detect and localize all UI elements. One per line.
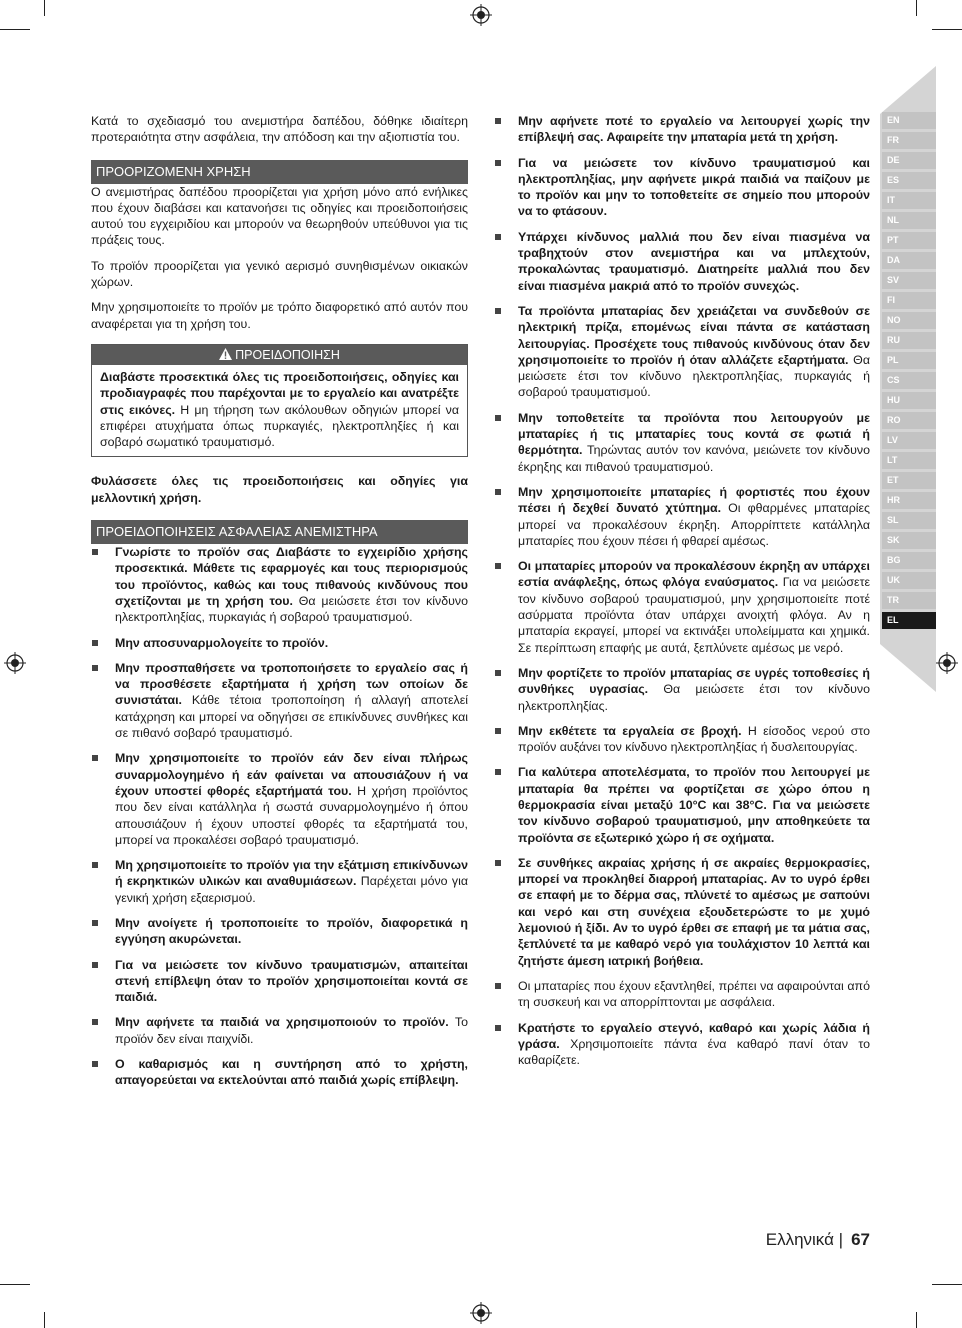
bullet-square-icon bbox=[495, 118, 501, 124]
bullet-square-icon bbox=[495, 489, 501, 495]
safety-item-text: Η χρήση προϊόντος που δεν είναι κατάλληλα ή σωστά συναρμολογημένο ή όπου απουσιάζουν ή έχουν υποστεί φθορές τα εξαρτήματά του, μπορεί να προκαλέσει σοβαρό τραυματισμό. bbox=[115, 783, 468, 847]
language-tab-pt[interactable]: PT bbox=[882, 232, 936, 249]
warning-box-body bbox=[92, 365, 467, 456]
safety-item-bold: Ο καθαρισμός και η συντήρηση από το χρήστη, απαγορεύεται να εκτελούνται από παιδιά χωρίς επίβλεψη. bbox=[115, 1057, 468, 1088]
safety-item bbox=[494, 155, 870, 220]
intended-use-paragraph: Το προϊόν προορίζεται για γενικό αερισμό συνηθισμένων οικιακών χώρων. bbox=[91, 258, 468, 290]
bullet-square-icon bbox=[92, 962, 98, 968]
language-tab-et[interactable]: ET bbox=[882, 472, 936, 489]
crop-mark bbox=[44, 0, 45, 16]
language-tab-ro[interactable]: RO bbox=[882, 412, 936, 429]
safety-item-bold: Γνωρίστε το προϊόν σας Διαβάστε το εγχειρίδιο χρήσης προσεκτικά. Μάθετε τις εφαρμογές και τους περιορισμούς του προϊόντος, καθώς και τους πιθανούς κινδύνους που σχετίζονται με τη χρήση του. bbox=[115, 545, 468, 608]
page-number: 67 bbox=[851, 1230, 870, 1249]
bullet-square-icon bbox=[495, 160, 501, 166]
safety-item-bold: Μην αφήνετε ποτέ το εργαλείο να λειτουργεί χωρίς την επίβλεψή σας. Αφαιρείτε την μπαταρία μετά τη χρήση. bbox=[518, 114, 870, 145]
language-tab-lt[interactable]: LT bbox=[882, 452, 936, 469]
bullet-square-icon bbox=[92, 755, 98, 761]
crop-mark bbox=[916, 0, 917, 16]
bullet-square-icon bbox=[495, 234, 501, 240]
safety-item-text: Οι μπαταρίες που έχουν εξαντληθεί, πρέπει να αφαιρούνται από τη συσκευή και να απορρίπτονται με ασφάλεια. bbox=[518, 978, 870, 1010]
safety-item-bold: Μην αποσυναρμολογείτε το προϊόν. bbox=[115, 635, 329, 650]
safety-item-bold: Μην εκθέτετε τα εργαλεία σε βροχή. bbox=[518, 723, 742, 738]
safety-item-text: Θα μειώσετε έτσι τον κίνδυνο ηλεκτροπληξίας, πυρκαγιάς ή σοβαρού τραυματισμού. bbox=[115, 593, 468, 625]
safety-item-bold: Κρατήστε το εργαλείο στεγνό, καθαρό και χωρίς λάδια ή γράσα. bbox=[518, 1020, 870, 1051]
safety-item-bold: Μην τοποθετείτε τα προϊόντα που λειτουργούν με μπαταρίες ή τις μπαταρίες τους κοντά σε φωτιά ή θερμότητα. bbox=[518, 410, 870, 458]
bullet-square-icon bbox=[495, 728, 501, 734]
safety-item bbox=[494, 723, 870, 756]
safety-item-bold: Για να μειώσετε τον κίνδυνο τραυματισμών, απαιτείται στενή επίβλεψη όταν το προϊόν χρησιμοποιείται κοντά σε παιδιά. bbox=[115, 957, 468, 1005]
language-tab-de[interactable]: DE bbox=[882, 152, 936, 169]
crop-mark bbox=[44, 1312, 45, 1328]
safety-item bbox=[494, 113, 870, 146]
crop-mark bbox=[0, 29, 30, 30]
safety-item-bold: Μην αφήνετε τα παιδιά να χρησιμοποιούν το προϊόν. bbox=[115, 1015, 449, 1030]
intended-use-heading: ΠΡΟΟΡΙΖΟΜΕΝΗ ΧΡΗΣΗ bbox=[91, 160, 468, 184]
safety-heading: ΠΡΟΕΙΔΟΠΟΙΗΣΕΙΣ ΑΣΦΑΛΕΙΑΣ ΑΝΕΜΙΣΤΗΡΑ bbox=[91, 520, 468, 544]
safety-item bbox=[91, 1056, 468, 1089]
bullet-square-icon bbox=[495, 670, 501, 676]
warning-box-text: Η μη τήρηση των ακόλουθων οδηγιών μπορεί να επιφέρει ατυχήματα όπως πυρκαγιές, ηλεκτροπληξίες ή και σοβαρό σωματικό τραυματισμό. bbox=[100, 402, 459, 450]
intended-use-paragraph: Μην χρησιμοποιείτε το προϊόν με τρόπο διαφορετικό από αυτόν που αναφέρεται για τη χρήση του. bbox=[91, 300, 468, 331]
safety-item bbox=[91, 1014, 468, 1047]
warning-box-bold: Διαβάστε προσεκτικά όλες τις προειδοποιήσεις, οδηγίες και προδιαγραφές που παρέχονται με το εργαλείο και ανατρέξτε στις εικόνες. bbox=[100, 369, 459, 417]
bullet-square-icon bbox=[495, 860, 501, 866]
bullet-square-icon bbox=[495, 415, 501, 421]
language-tab-no[interactable]: NO bbox=[882, 312, 936, 329]
safety-item bbox=[91, 915, 468, 948]
bullet-square-icon bbox=[92, 920, 98, 926]
safety-item-text: Οι φθαρμένες μπαταρίες μπορεί να προκαλέσουν έκρηξη. Απορρίπτετε κατάλληλα μπαταρίες που έχουν πέσει ή φθαρεί αμέσως. bbox=[518, 501, 870, 548]
safety-item-bold: Μη χρησιμοποιείτε το προϊόν για την εξάτμιση επικίνδυνων ή εκρηκτικών υλικών και αναθυμιάσεων. bbox=[115, 858, 468, 889]
language-tab-sl[interactable]: SL bbox=[882, 512, 936, 529]
crop-mark bbox=[0, 1284, 30, 1285]
language-tab-nl[interactable]: NL bbox=[882, 212, 936, 229]
language-tab-hr[interactable]: HR bbox=[882, 492, 936, 509]
left-column bbox=[91, 113, 468, 1098]
warning-box-title: ΠΡΟΕΙΔΟΠΟΙΗΣΗ bbox=[235, 347, 340, 362]
safety-item-bold: Υπάρχει κίνδυνος μαλλιά που δεν είναι πιασμένα να τραβηχτούν στον ανεμιστήρα και να μπλεχτούν, προκαλώντας τραυματισμό. Διατηρείτε μαλλιά που δεν είναι πιασμένα μακριά από το προϊόν συνεχώς. bbox=[518, 229, 870, 293]
safety-item-text: Θα μειώσετε έτσι τον κίνδυνο ηλεκτροπληξίας. bbox=[518, 682, 870, 713]
crop-mark bbox=[916, 1312, 917, 1328]
safety-item-bold: Μην φορτίζετε το προϊόν μπαταρίας σε υγρές τοποθεσίες ή συνθήκες υγρασίας. bbox=[518, 665, 870, 697]
warning-box bbox=[91, 344, 468, 457]
safety-item-text: Θα μειώσετε έτσι τον κίνδυνο ηλεκτροπληξίας, πυρκαγιάς ή σοβαρού τραυματισμού. bbox=[518, 352, 870, 400]
safety-item bbox=[91, 544, 468, 625]
safety-list-left bbox=[91, 544, 468, 1089]
safety-item bbox=[494, 558, 870, 656]
bullet-square-icon bbox=[495, 563, 501, 569]
language-tab-hu[interactable]: HU bbox=[882, 392, 936, 409]
safety-item-text: Το προϊόν δεν είναι παιχνίδι. bbox=[115, 1015, 468, 1046]
language-tab-lv[interactable]: LV bbox=[882, 432, 936, 449]
safety-item-text: Για να μειώσετε τον κίνδυνο σοβαρού τραυματισμού, μην χρησιμοποιείτε ποτέ ασύρματα προϊόντα όταν υπάρχει ανοιχτή φλόγα. Αν η μπαταρία εκραγεί, μπορεί να εκτινάξει υπολείμματα και χημικά. Σε περίπτωση επαφής με αυτά, ξεπλύνετε αμέσως με νερό. bbox=[518, 575, 870, 655]
safety-item bbox=[494, 410, 870, 475]
safety-item bbox=[494, 855, 870, 969]
language-tab-fi[interactable]: FI bbox=[882, 292, 936, 309]
language-tab-en[interactable]: EN bbox=[882, 112, 936, 129]
safety-item bbox=[91, 635, 468, 651]
bullet-square-icon bbox=[92, 640, 98, 646]
bullet-square-icon bbox=[495, 1025, 501, 1031]
safety-item-bold: Για καλύτερα αποτελέσματα, το προϊόν που λειτουργεί με μπαταρία θα πρέπει να φορτίζεται σε χώρο όπου η θερμοκρασία είναι μεταξύ 10°C και 38°C. Για να μειώσετε τον κίνδυνο σοβαρού τραυματισμού, μην αποθηκεύετε τα προϊόντα σε εξωτερικό χώρο ή σε οχήματα. bbox=[518, 765, 870, 845]
bullet-square-icon bbox=[92, 665, 98, 671]
safety-item bbox=[494, 978, 870, 1011]
safety-item bbox=[494, 303, 870, 401]
warning-box-header bbox=[92, 345, 467, 365]
safety-item-text: Παρέχεται μόνο για γενική χρήση εξαερισμού. bbox=[115, 874, 468, 905]
safety-item-text: Κάθε τέτοια τροποποίηση ή αλλαγή αποτελεί κατάχρηση και μπορεί να οδηγήσει σε επικίνδυνες συνθήκες και σε πιθανό σοβαρό τραυματισμό. bbox=[115, 693, 468, 741]
bullet-square-icon bbox=[92, 1061, 98, 1067]
language-tab-uk[interactable]: UK bbox=[882, 572, 936, 589]
registration-mark-icon bbox=[470, 1302, 492, 1324]
safety-item bbox=[494, 484, 870, 549]
intro-paragraph: Κατά το σχεδιασμό του ανεμιστήρα δαπέδου, δόθηκε ιδιαίτερη προτεραιότητα στην ασφάλεια, την απόδοση και την αξιοπιστία του. bbox=[91, 114, 468, 145]
safety-item bbox=[91, 660, 468, 741]
language-tab-sv[interactable]: SV bbox=[882, 272, 936, 289]
safety-item bbox=[91, 750, 468, 848]
safety-list-right bbox=[494, 113, 870, 1068]
intended-use-paragraph: Ο ανεμιστήρας δαπέδου προορίζεται για χρήση μόνο από ενήλικες που έχουν διαβάσει και κατανοήσει τις οδηγίες και προειδοποιήσεις αυτού του εγχειριδίου και μπορούν να θεωρηθούν υπεύθυνοι για τις πράξεις τους. bbox=[91, 184, 468, 248]
language-tab-ru[interactable]: RU bbox=[882, 332, 936, 349]
language-tab-it[interactable]: IT bbox=[882, 192, 936, 209]
bullet-square-icon bbox=[495, 769, 501, 775]
safety-item-bold: Μην προσπαθήσετε να τροποποιήσετε το εργαλείο σας ή να προσθέσετε εξαρτήματα ή χρήση των οποίων δε συνιστάται. bbox=[115, 660, 468, 708]
right-column bbox=[494, 113, 870, 1077]
safety-item bbox=[91, 957, 468, 1006]
language-tab-pl[interactable]: PL bbox=[882, 352, 936, 369]
safety-item bbox=[494, 229, 870, 294]
language-tab-sk[interactable]: SK bbox=[882, 532, 936, 549]
bullet-square-icon bbox=[495, 308, 501, 314]
bullet-square-icon bbox=[92, 862, 98, 868]
safety-item-bold: Σε συνθήκες ακραίας χρήσης ή σε ακραίες θερμοκρασίες, μπορεί να προκληθεί διαρροή μπαταρίας. Αν το υγρό έρθει σε επαφή με το δέρμα σας, πλύνετέ το αμέσως με σαπούνι και νερό και στη συνέχεια εξουδετερώστε το με χυμό λεμονιού ή ξίδι. Αν το υγρό έρθει σε επαφή με τα μάτια σας, ξεπλύνετέ τα με καθαρό νερό για τουλάχιστον 10 λεπτά και ζητήστε άμεση ιατρική βοήθεια. bbox=[518, 855, 870, 968]
safety-item bbox=[494, 764, 870, 845]
safety-item-bold: Μην χρησιμοποιείτε μπαταρίες ή φορτιστές που έχουν πέσει ή δεχθεί δυνατό χτύπημα. bbox=[518, 484, 870, 516]
safety-item bbox=[494, 665, 870, 714]
warning-triangle-icon bbox=[219, 348, 232, 360]
bullet-square-icon bbox=[92, 549, 98, 555]
registration-mark-icon bbox=[4, 652, 26, 674]
safety-item bbox=[494, 1020, 870, 1069]
language-tabs bbox=[882, 112, 936, 632]
safety-item-bold: Τα προϊόντα μπαταρίας δεν χρειάζεται να συνδεθούν σε ηλεκτρική πρίζα, επομένως είναι πάντα σε κατάσταση λειτουργίας. Προσέχετε τους πιθανούς κινδύνους όταν δεν χρησιμοποιείτε το προϊόν ή όταν αλλάζετε εξαρτήματα. bbox=[518, 303, 870, 367]
page-footer bbox=[766, 1230, 870, 1250]
safety-item-bold: Μην χρησιμοποιείτε το προϊόν εάν δεν είναι πλήρως συναρμολογημένο ή εάν φαίνεται να απουσιάζουν ή να έχουν υποστεί φθορές εξαρτήματά του. bbox=[115, 751, 468, 798]
crop-mark bbox=[932, 29, 962, 30]
language-tab-el[interactable]: EL bbox=[882, 612, 936, 629]
bullet-square-icon bbox=[92, 1019, 98, 1025]
language-tab-da[interactable]: DA bbox=[882, 252, 936, 269]
safety-item-bold: Για να μειώσετε τον κίνδυνο τραυματισμού και ηλεκτροπληξίας, μην αφήνετε μικρά παιδιά να παίζουν με το προϊόν και μην το τοποθετείτε σε σημείο που μπορούν να το φτάσουν. bbox=[518, 155, 870, 219]
registration-mark-icon bbox=[470, 4, 492, 26]
safety-item-text: Η είσοδος νερού στο προϊόν αυξάνει τον κίνδυνο ηλεκτροπληξίας ή δυσλειτουργίας. bbox=[518, 723, 870, 755]
safety-item-text: Τηρώντας αυτόν τον κανόνα, μειώνετε τον κίνδυνο έκρηξης και πιθανού τραυματισμού. bbox=[518, 443, 870, 474]
language-tab-cs[interactable]: CS bbox=[882, 372, 936, 389]
language-tab-bg[interactable]: BG bbox=[882, 552, 936, 569]
keep-notice: Φυλάσσετε όλες τις προειδοποιήσεις και οδηγίες για μελλοντική χρήση. bbox=[91, 474, 468, 505]
safety-item-bold: Οι μπαταρίες μπορούν να προκαλέσουν έκρηξη αν υπάρχει εστία ανάφλεξης, όπως φλόγα εναύσματος. bbox=[518, 559, 870, 590]
safety-item-bold: Μην ανοίγετε ή τροποποιείτε το προϊόν, διαφορετικά η εγγύηση ακυρώνεται. bbox=[115, 915, 468, 947]
bullet-square-icon bbox=[495, 983, 501, 989]
crop-mark bbox=[932, 1284, 962, 1285]
footer-language: Ελληνικά | bbox=[765, 1230, 844, 1249]
language-tab-fr[interactable]: FR bbox=[882, 132, 936, 149]
safety-item bbox=[91, 857, 468, 906]
language-tab-es[interactable]: ES bbox=[882, 172, 936, 189]
language-tab-tr[interactable]: TR bbox=[882, 592, 936, 609]
safety-item-text: Χρησιμοποιείτε πάντα ένα καθαρό πανί όταν το καθαρίζετε. bbox=[518, 1036, 870, 1068]
